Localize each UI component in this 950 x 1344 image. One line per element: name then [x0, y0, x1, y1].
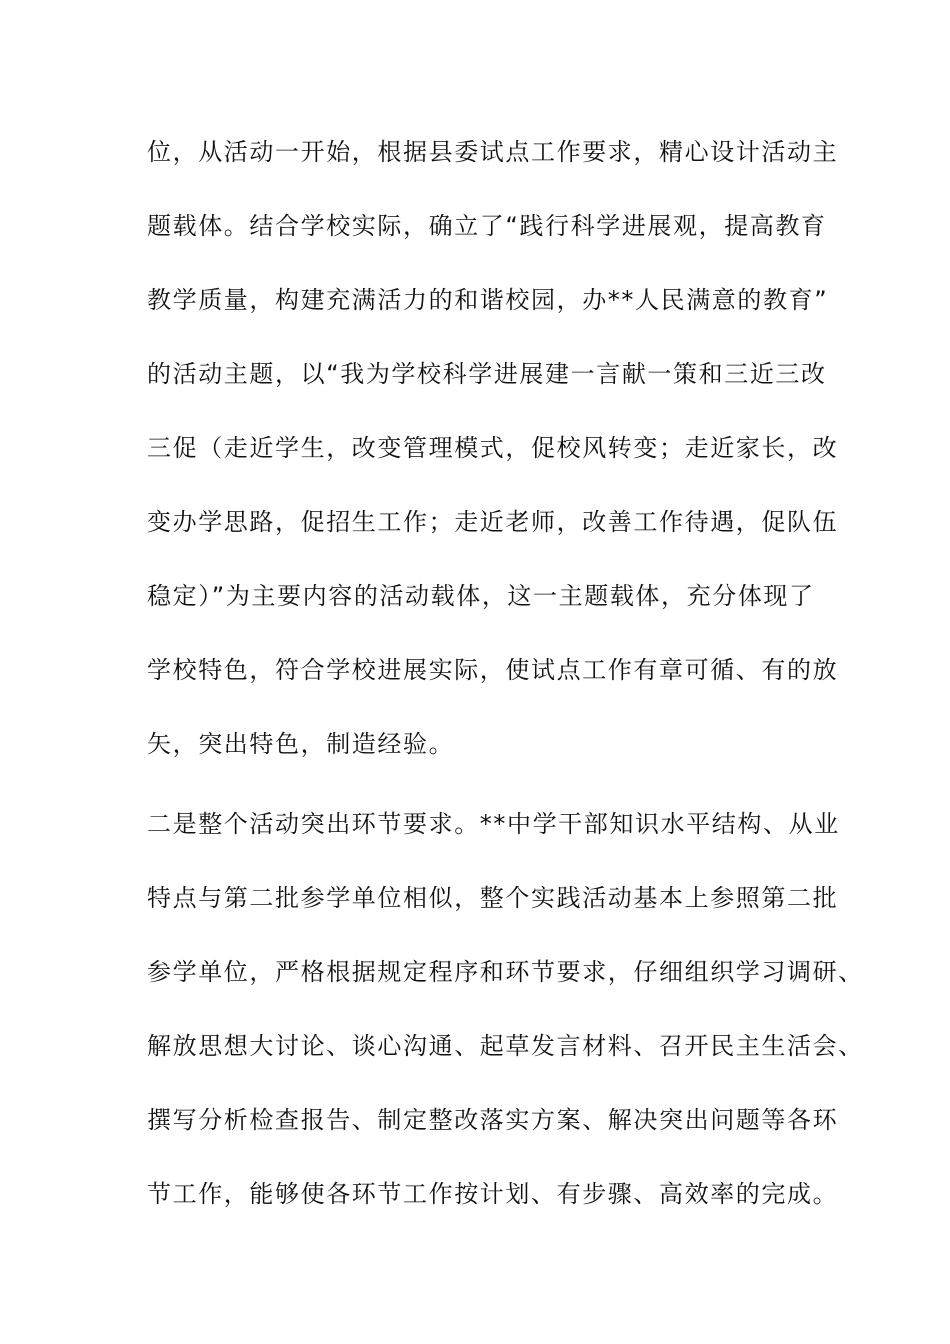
text-line: 稳定）”为主要内容的活动载体，这一主题载体，充分体现了 [147, 582, 815, 610]
text-line: 题载体。结合学校实际，确立了“践行科学进展观，提高教育 [147, 212, 827, 240]
text-line: 学校特色，符合学校进展实际，使试点工作有章可循、有的放 [147, 656, 839, 684]
text-line: 变办学思路，促招生工作；走近老师，改善工作待遇，促队伍 [147, 508, 839, 536]
text-line: 参学单位，严格根据规定程序和环节要求，仔细组织学习调研、 [147, 958, 864, 986]
text-line: 解放思想大讨论、谈心沟通、起草发言材料、召开民主生活会、 [147, 1032, 864, 1060]
text-line: 位，从活动一开始，根据县委试点工作要求，精心设计活动主 [147, 138, 839, 166]
text-line: 矢，突出特色，制造经验。 [147, 730, 455, 758]
text-line: 的活动主题，以“我为学校科学进展建一言献一策和三近三改 [147, 360, 827, 388]
text-line: 撰写分析检查报告、制定整改落实方案、解决突出问题等各环 [147, 1106, 839, 1134]
text-line: 教学质量，构建充满活力的和谐校园，办**人民满意的教育” [147, 286, 829, 314]
text-line: 特点与第二批参学单位相似，整个实践活动基本上参照第二批 [147, 884, 839, 912]
text-line: 节工作，能够使各环节工作按计划、有步骤、高效率的完成。 [147, 1180, 839, 1208]
text-line: 二是整个活动突出环节要求。**中学干部知识水平结构、从业 [147, 810, 840, 838]
text-line: 三促（走近学生，改变管理模式，促校风转变；走近家长，改 [147, 434, 839, 462]
